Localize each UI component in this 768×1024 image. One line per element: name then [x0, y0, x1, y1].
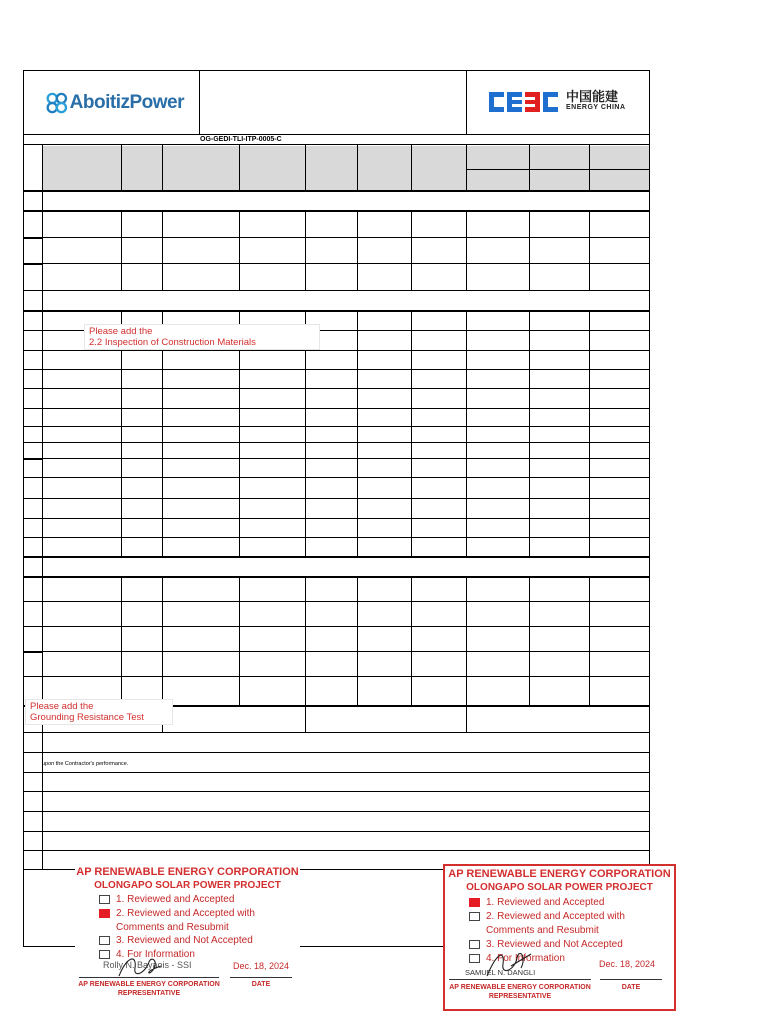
stamp-subtitle: OLONGAPO SOLAR POWER PROJECT [94, 880, 281, 891]
table-rule [529, 210, 530, 290]
table-rule [529, 576, 530, 705]
date-label: DATE [621, 984, 641, 991]
date-label: DATE [251, 981, 271, 988]
table-rule [239, 144, 240, 190]
table-rule [23, 458, 42, 460]
aboitizpower-logo [44, 88, 184, 118]
table-rule [162, 144, 163, 190]
stamp-option-2-cont [486, 925, 599, 936]
table-rule [23, 676, 649, 677]
table-rule [23, 263, 649, 264]
approval-stamp-right [443, 864, 676, 1011]
table-rule [23, 237, 42, 239]
ceec-mark-icon [488, 90, 560, 114]
table-rule [305, 210, 306, 290]
rep-label [75, 980, 223, 998]
option-label: 3. Reviewed and Not Accepted [116, 935, 253, 946]
table-rule [466, 144, 467, 190]
table-rule [357, 310, 358, 556]
option-label: Comments and Resubmit [116, 922, 229, 933]
table-rule [23, 850, 649, 851]
option-label: 2. Reviewed and Accepted with [116, 908, 255, 919]
table-rule [23, 601, 649, 602]
table-rule [23, 442, 649, 443]
table-rule [466, 310, 467, 556]
stamp-option-1 [469, 897, 604, 908]
table-rule [23, 772, 649, 773]
stamp-subtitle: OLONGAPO SOLAR POWER PROJECT [466, 882, 653, 893]
rep-label-line: REPRESENTATIVE [488, 993, 552, 1000]
stamp-date: Dec. 18, 2024 [599, 959, 656, 969]
option-label: Comments and Resubmit [486, 925, 599, 936]
performance-note: upon the Contractor's performance. [42, 761, 129, 767]
header-divider [466, 70, 467, 135]
table-rule [23, 134, 650, 135]
date-line [230, 977, 292, 978]
option-label: 1. Reviewed and Accepted [116, 894, 235, 905]
approval-stamp-left [75, 864, 300, 1004]
rep-label [445, 983, 595, 1001]
table-rule [121, 210, 122, 290]
option-label: 4. For Information [486, 953, 565, 964]
table-rule [589, 144, 590, 190]
table-rule [411, 210, 412, 290]
table-rule [466, 169, 650, 170]
document-number: OG-GEDI-TLI-ITP-0005-C [200, 136, 282, 143]
table-rule [23, 369, 649, 370]
table-rule [23, 310, 649, 312]
aboitizpower-wordmark: AboitizPower [69, 92, 184, 113]
table-rule [305, 705, 306, 732]
signature-line [449, 979, 591, 980]
option-label: 4. For Information [116, 949, 195, 960]
table-rule [23, 263, 42, 265]
signer-name: SAMUEL N. DANGLI [465, 968, 536, 977]
table-rule [23, 811, 649, 812]
stamp-option-2 [99, 908, 255, 919]
checkbox-checked [99, 909, 110, 918]
table-rule [239, 210, 240, 290]
rep-label-line: AP RENEWABLE ENERGY CORPORATION [78, 981, 220, 988]
table-rule [23, 210, 649, 212]
option-label: 1. Reviewed and Accepted [486, 897, 605, 908]
table-rule [23, 237, 649, 238]
column-header-band [42, 146, 649, 190]
date-line [600, 979, 662, 980]
review-comment-1 [84, 324, 320, 350]
table-rule [411, 310, 412, 556]
table-rule [466, 576, 467, 705]
table-rule [357, 576, 358, 705]
stamp-option-2-cont [116, 922, 229, 933]
table-rule [23, 518, 649, 519]
table-rule [305, 144, 306, 190]
table-rule [239, 576, 240, 705]
table-rule [23, 408, 649, 409]
energy-china-en: ENERGY CHINA [566, 104, 626, 111]
table-rule [23, 458, 649, 459]
table-rule [121, 576, 122, 705]
table-rule [23, 537, 649, 538]
aboitiz-swirl-icon [44, 89, 70, 117]
table-rule [529, 144, 530, 190]
table-rule [23, 144, 650, 145]
table-rule [162, 576, 163, 705]
table-rule [23, 626, 649, 627]
option-label: 2. Reviewed and Accepted with [486, 911, 625, 922]
table-rule [23, 651, 42, 653]
table-rule [23, 350, 649, 351]
table-rule [162, 210, 163, 290]
checkbox [99, 895, 110, 904]
energy-china-cn: 中国能建 [566, 89, 619, 104]
stamp-date: Dec. 18, 2024 [233, 961, 290, 971]
option-label: 3. Reviewed and Not Accepted [486, 939, 623, 950]
comment-line: Please add the [89, 326, 153, 337]
table-rule [305, 576, 306, 705]
comment-line: Grounding Resistance Test [30, 712, 144, 723]
review-comment-2 [25, 699, 173, 725]
checkbox [99, 950, 110, 959]
table-rule [23, 290, 649, 291]
table-rule [23, 651, 649, 652]
signature-icon [481, 946, 535, 982]
table-rule [529, 310, 530, 556]
stamp-option-3 [99, 935, 253, 946]
table-rule [589, 210, 590, 290]
document-frame [23, 70, 650, 947]
signature-line [79, 977, 219, 978]
stamp-option-2 [469, 911, 625, 922]
table-rule [23, 831, 649, 832]
stamp-option-1 [99, 894, 234, 905]
energy-china-logo [488, 89, 636, 115]
checkbox-checked [469, 898, 480, 907]
table-rule [466, 210, 467, 290]
rep-label-line: AP RENEWABLE ENERGY CORPORATION [449, 984, 591, 991]
table-rule [23, 752, 649, 753]
table-rule [589, 310, 590, 556]
table-rule [23, 388, 649, 389]
table-rule [411, 144, 412, 190]
comment-line: Please add the [30, 701, 94, 712]
stamp-title: AP RENEWABLE ENERGY CORPORATION [448, 868, 671, 880]
comment-line: 2.2 Inspection of Construction Materials [89, 337, 256, 348]
table-rule [357, 210, 358, 290]
table-rule [121, 144, 122, 190]
checkbox [469, 940, 480, 949]
checkbox [99, 936, 110, 945]
checkbox [469, 912, 480, 921]
checkbox [469, 954, 480, 963]
rep-label-line: REPRESENTATIVE [117, 990, 181, 997]
table-rule [23, 576, 649, 578]
table-rule [23, 498, 649, 499]
table-rule [589, 576, 590, 705]
table-rule [23, 426, 649, 427]
table-rule [23, 556, 649, 558]
table-rule [411, 576, 412, 705]
table-rule [23, 791, 649, 792]
table-rule [466, 705, 467, 732]
table-rule [23, 190, 649, 192]
table-rule [23, 732, 649, 733]
table-rule [357, 144, 358, 190]
signer-name: Rolly N. Bayaois - SSI [103, 960, 192, 970]
table-rule [23, 477, 649, 478]
stamp-title: AP RENEWABLE ENERGY CORPORATION [76, 866, 299, 878]
header-divider [199, 70, 200, 135]
